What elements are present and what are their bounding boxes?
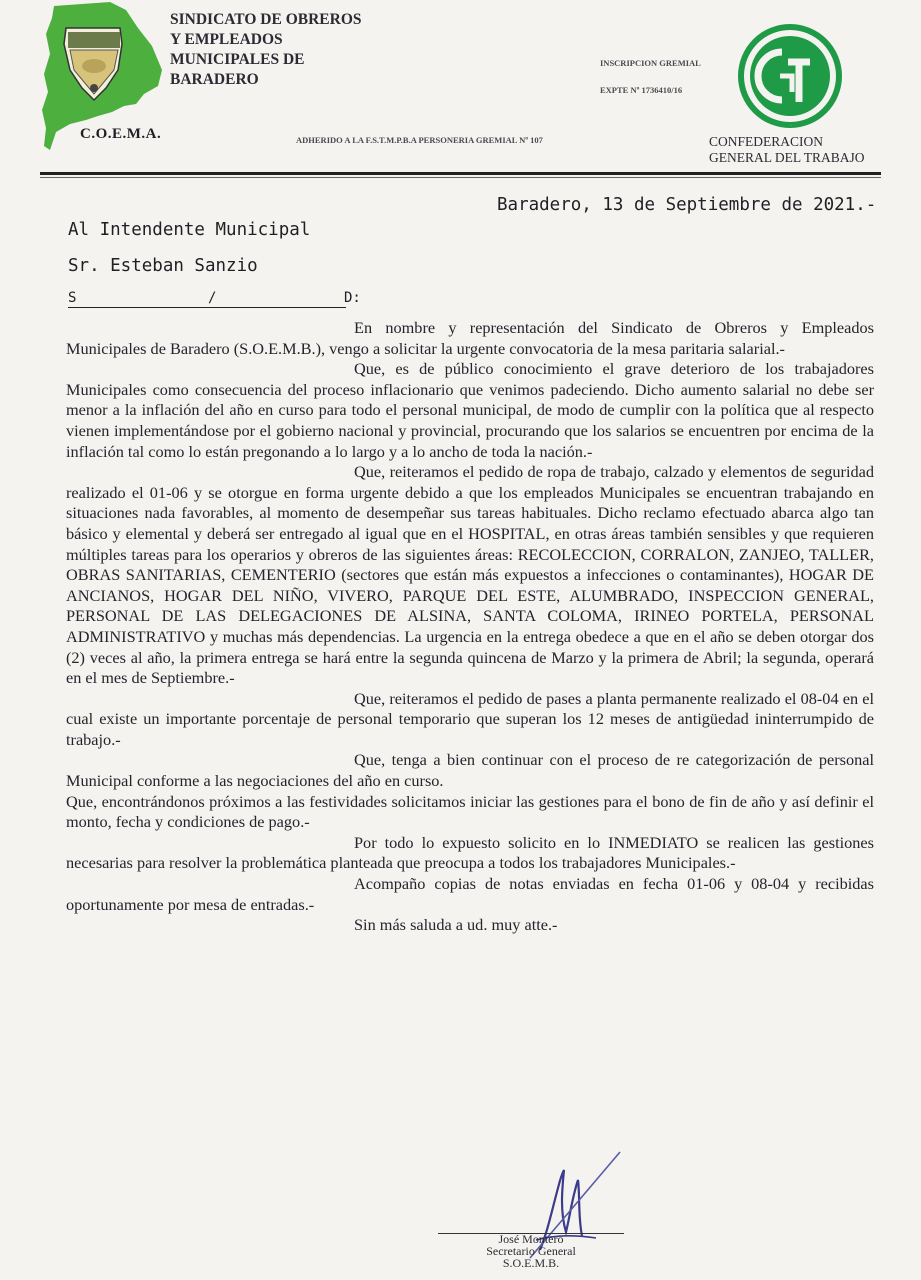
union-name-line: SINDICATO DE OBREROS <box>170 11 362 28</box>
cgt-name-line: CONFEDERACION <box>709 134 824 149</box>
union-name-line: MUNICIPALES DE <box>170 51 305 68</box>
paragraph: Que, encontrándonos próximos a las festividades solicitamos iniciar las gestiones para el bono de fin de año y así definir el monto, fecha y condiciones de pago.- <box>66 791 874 832</box>
cgt-logo-text: CGT <box>790 126 792 127</box>
letter-date: Baradero, 13 de Septiembre de 2021.- <box>497 195 877 215</box>
header-divider <box>40 172 881 175</box>
inscripcion-gremial: INSCRIPCION GREMIAL <box>600 58 701 68</box>
header-divider-thin <box>40 177 881 178</box>
union-name-line: Y EMPLEADOS <box>170 31 283 48</box>
salutation-d: D: <box>344 290 361 306</box>
union-name <box>170 10 362 90</box>
paragraph: En nombre y representación del Sindicato de Obreros y Empleados Municipales de Baradero (S.O.E.M.B.), vengo a solicitar la urgente convocatoria de la mesa paritaria salarial.- <box>66 318 874 358</box>
cgt-name <box>709 134 865 166</box>
signature-text <box>438 1233 624 1269</box>
salutation-sd <box>68 290 368 310</box>
salutation-slash: / <box>208 290 217 306</box>
paragraph: Que, reiteramos el pedido de ropa de trabajo, calzado y elementos de seguridad realizado el 01-06 y se otorgue en forma urgente debido a que los empleados Municipales se encuentran trabajando en situaciones nada favorables, al momento de desempeñar sus tareas habituales. Dicho reclamo efectuado abarca algo tan básico y elemental y deberá ser entregado al igual que en el HOSPITAL, en otras áreas también sensibles y que requieren múltiples tareas para los operarios y obreros de las siguientes áreas: RECOLECCION, CORRALON, ZANJEO, TALLER, OBRAS SANITARIAS, CEMENTERIO (sectores que están más expuestos a infecciones o contaminantes), HOGAR DE ANCIANOS, HOGAR DEL NIÑO, VIVERO, PARQUE DEL ESTE, ALUMBRADO, INSPECCION GENERAL, PERSONAL DE LAS DELEGACIONES DE ALSINA, SANTA COLOMA, IRINEO PORTELA, PERSONAL ADMINISTRATIVO y muchas más dependencias. La urgencia en la entrega obedece a que en el año se deben otorgar dos (2) veces al año, la primera entrega se hará entre la segunda quincena de Marzo y la primera de Abril; la segunda, operará en el mes de Septiembre.- <box>66 462 874 688</box>
adherido-text: ADHERIDO A LA F.S.T.M.P.B.A PERSONERIA GREMIAL Nº 107 <box>296 135 543 145</box>
paragraph: Que, es de público conocimiento el grave deterioro de los trabajadores Municipales como consecuencia del proceso inflacionario que venimos padeciendo. Dicho aumento salarial no debe ser menor a la inflación del año en curso para todo el personal municipal, de modo de cumplir con la política que al respecto vienen implementándose por el gobierno nacional y provincial, procurando que los salarios se encuentren por encima de la inflación tal como lo están pregonando a lo largo y a lo ancho de toda la nación.- <box>66 359 874 461</box>
paragraph: Por todo lo expuesto solicito en lo INMEDIATO se realicen las gestiones necesarias para resolver la problemática planteada que preocupa a todos los trabajadores Municipales.- <box>66 832 874 873</box>
cgt-logo-icon <box>736 22 844 130</box>
cgt-name-line: GENERAL DEL TRABAJO <box>709 150 865 165</box>
salutation-underline <box>68 307 346 308</box>
recipient-title: Al Intendente Municipal <box>68 220 311 240</box>
signer-org: S.O.E.M.B. <box>502 1256 560 1270</box>
recipient-name: Sr. Esteban Sanzio <box>68 256 258 276</box>
union-name-line: BARADERO <box>170 71 259 88</box>
paragraph: Que, reiteramos el pedido de pases a planta permanente realizado el 08-04 en el cual existe un importante porcentaje de personal temporario que superan los 12 meses de antigüedad ininterrumpido de trabajo.- <box>66 688 874 749</box>
signer-title: Secretario General <box>486 1244 576 1258</box>
letter-body <box>66 318 874 936</box>
signer-name: José Montero <box>498 1232 564 1246</box>
closing-line: Sin más saluda a ud. muy atte.- <box>354 915 558 935</box>
salutation-s: S <box>68 290 77 306</box>
paragraph: Que, tenga a bien continuar con el proceso de re categorización de personal Municipal conforme a las negociaciones del año en curso. <box>66 750 874 791</box>
paragraph: Acompaño copias de notas enviadas en fecha 01-06 y 08-04 y recibidas oportunamente por mesa de entradas.- <box>66 874 874 914</box>
expediente-number: EXPTE Nº 1736410/16 <box>600 85 683 95</box>
coema-label: C.O.E.M.A. <box>80 126 162 142</box>
signature-block <box>438 1233 628 1273</box>
